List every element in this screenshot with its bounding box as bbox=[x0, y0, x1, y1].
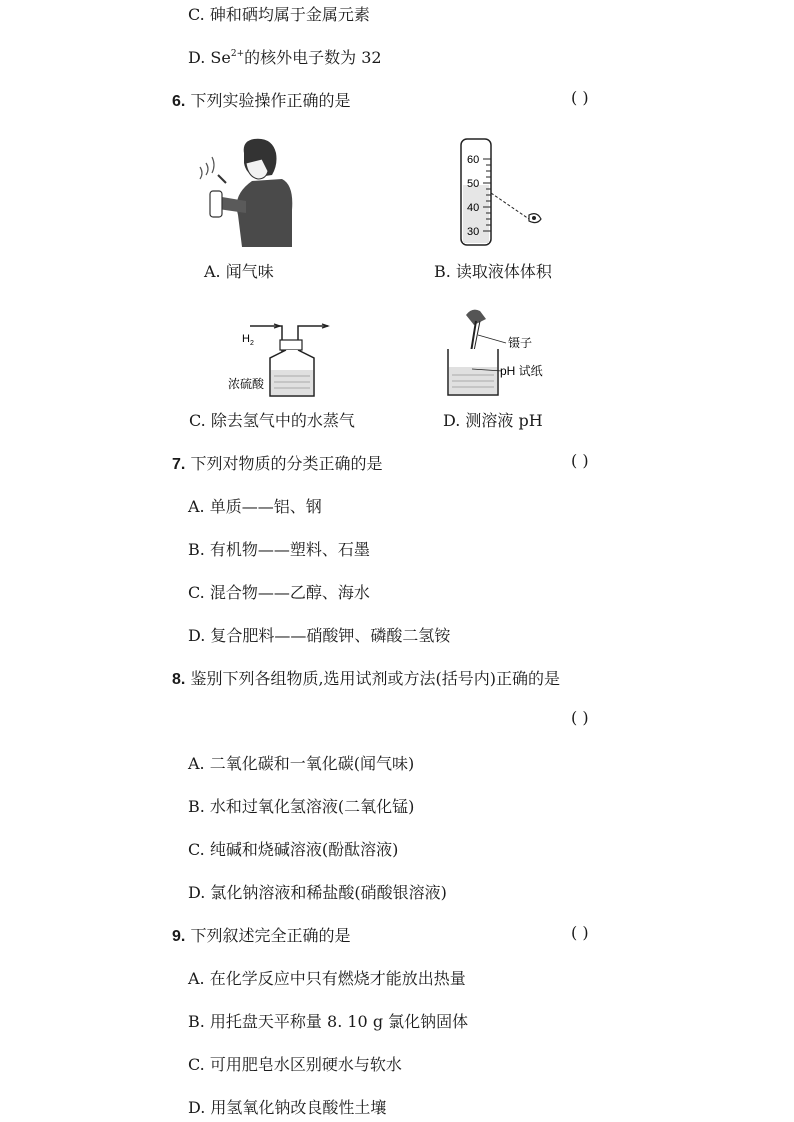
figure-wash-bottle bbox=[228, 318, 348, 400]
option-c-prev: C. 砷和硒均属于金属元素 bbox=[188, 5, 370, 24]
question-7-text: 下列对物质的分类正确的是 bbox=[190, 454, 383, 473]
option-9a: A. 在化学反应中只有燃烧才能放出热量 bbox=[188, 969, 466, 988]
question-8-stem bbox=[172, 666, 560, 689]
option-8d: D. 氯化钠溶液和稀盐酸(硝酸银溶液) bbox=[188, 883, 447, 902]
cylinder-tick-label: 50 bbox=[467, 178, 480, 190]
question-6-answer-blank: ( ) bbox=[571, 88, 589, 107]
figure-read-volume bbox=[455, 135, 545, 250]
option-6a: A. 闻气味 bbox=[204, 262, 274, 281]
option-6b: B. 读取液体体积 bbox=[434, 262, 552, 281]
option-9d: D. 用氢氧化钠改良酸性土壤 bbox=[188, 1098, 387, 1117]
cylinder-tick-label: 40 bbox=[467, 202, 480, 214]
question-7-stem bbox=[172, 451, 382, 474]
option-9b: B. 用托盘天平称量 8. 10 g 氯化钠固体 bbox=[188, 1012, 469, 1031]
option-d-prev bbox=[188, 45, 382, 68]
question-8-text: 鉴别下列各组物质,选用试剂或方法(括号内)正确的是 bbox=[190, 669, 561, 688]
cylinder-tick-label: 60 bbox=[467, 154, 480, 166]
option-d-prev-text: D. Se bbox=[188, 48, 231, 67]
option-8b: B. 水和过氧化氢溶液(二氧化锰) bbox=[188, 797, 415, 816]
superscript-charge: 2+ bbox=[230, 49, 245, 59]
tweezers-label: 镊子 bbox=[508, 336, 533, 350]
option-8a: A. 二氧化碳和一氧化碳(闻气味) bbox=[188, 754, 415, 773]
question-8-answer-blank: ( ) bbox=[571, 708, 589, 727]
question-7-number: 7. bbox=[172, 456, 186, 473]
question-6-stem bbox=[172, 88, 350, 111]
question-7-answer-blank: ( ) bbox=[571, 451, 589, 470]
question-9-answer-blank: ( ) bbox=[571, 923, 589, 942]
figure-measure-ph bbox=[440, 305, 560, 400]
question-8-number: 8. bbox=[172, 671, 186, 688]
option-7c: C. 混合物——乙醇、海水 bbox=[188, 583, 370, 602]
option-7a: A. 单质——铝、钢 bbox=[188, 497, 322, 516]
question-6-number: 6. bbox=[172, 93, 186, 110]
ph-paper-label: pH 试纸 bbox=[500, 364, 543, 378]
question-6-text: 下列实验操作正确的是 bbox=[190, 91, 351, 110]
h2-label: $H_2$ bbox=[242, 333, 254, 347]
question-9-stem bbox=[172, 923, 350, 946]
cylinder-tick-label: 30 bbox=[467, 226, 480, 238]
option-6c: C. 除去氢气中的水蒸气 bbox=[189, 411, 355, 430]
option-7d: D. 复合肥料——硝酸钾、磷酸二氢铵 bbox=[188, 626, 451, 645]
question-9-text: 下列叙述完全正确的是 bbox=[190, 926, 351, 945]
question-9-number: 9. bbox=[172, 928, 186, 945]
option-d-prev-tail: 的核外电子数为 32 bbox=[244, 48, 382, 67]
option-6d: D. 测溶液 pH bbox=[443, 411, 543, 430]
option-8c: C. 纯碱和烧碱溶液(酚酞溶液) bbox=[188, 840, 399, 859]
option-9c: C. 可用肥皂水区别硬水与软水 bbox=[188, 1055, 402, 1074]
sulfuric-acid-label: 浓硫酸 bbox=[228, 377, 265, 391]
option-7b: B. 有机物——塑料、石墨 bbox=[188, 540, 370, 559]
figure-smell-gas bbox=[192, 135, 302, 250]
